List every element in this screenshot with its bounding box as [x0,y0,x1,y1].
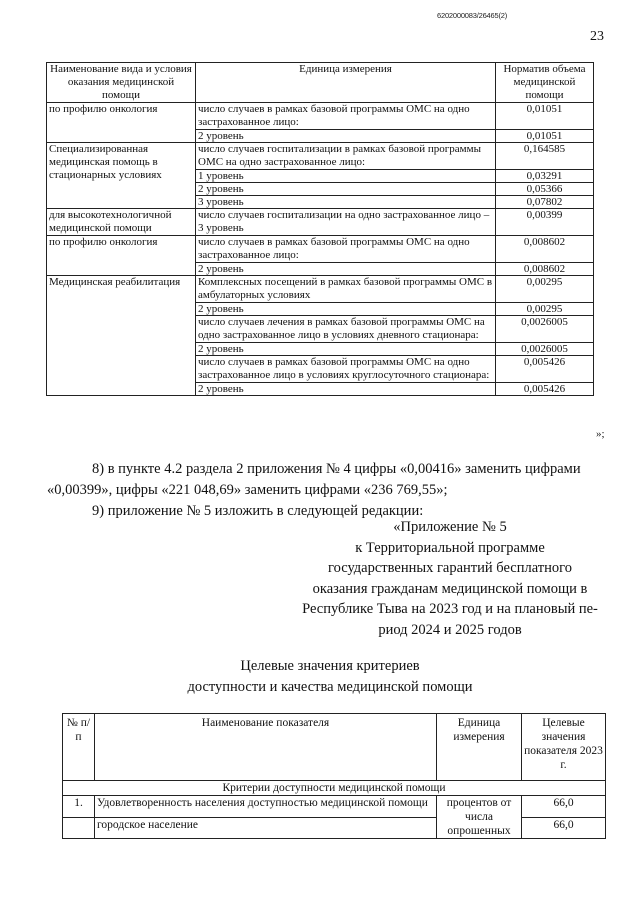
section-title [110,656,550,698]
table-row [47,143,594,170]
value-cell: 0,008602 [496,236,594,263]
unit-cell: Комплексных посещений в рамках базовой программы ОМС в амбулаторных условиях [196,276,496,303]
appendix-line: «Приложение № 5 [393,519,507,535]
column-header-category: Наименование вида и условия оказания медицинской помощи [47,63,196,103]
unit-cell: число случаев в рамках базовой программы ОМС на одно застрахованное лицо: [196,103,496,130]
unit-cell: 2 уровень [196,263,496,276]
indicator-cell: городское население [95,817,437,839]
value-cell: 66,0 [522,796,606,818]
appendix-line: государственных гарантий бесплатного [328,560,572,576]
number-cell [63,817,95,839]
unit-cell: 2 уровень [196,383,496,396]
unit-cell: 2 уровень [196,130,496,143]
value-cell: 0,01051 [496,130,594,143]
value-cell: 0,01051 [496,103,594,130]
table-header-row [63,714,606,781]
section-row [63,781,606,796]
category-cell: по профилю онкология [47,103,196,143]
value-cell: 0,07802 [496,196,594,209]
appendix-line: риод 2024 и 2025 годов [378,621,522,638]
appendix-line: Республике Тыва на 2023 год и на плановый пе- [302,601,598,617]
value-cell: 0,00295 [496,303,594,316]
title-line-1: Целевые значения критериев [240,658,420,674]
value-cell: 0,005426 [496,383,594,396]
value-cell: 0,03291 [496,170,594,183]
column-header-number: № п/п [63,714,95,781]
value-cell: 0,005426 [496,356,594,383]
table-row [47,276,594,303]
value-cell: 0,008602 [496,263,594,276]
unit-cell: число случаев в рамках базовой программы ОМС на одно застрахованное лицо: [196,236,496,263]
unit-cell: число случаев лечения в рамках базовой программы ОМС на одно застрахованное лицо в условиях дневного стационара: [196,316,496,343]
number-cell: 1. [63,796,95,818]
medical-care-volume-table [46,62,594,396]
value-cell: 0,164585 [496,143,594,170]
indicator-cell: Удовлетворенность населения доступностью медицинской помощи [95,796,437,818]
value-cell: 0,0026005 [496,316,594,343]
appendix-line: оказания гражданам медицинской помощи в [312,580,588,597]
unit-cell: 2 уровень [196,303,496,316]
unit-cell: число случаев госпитализации в рамках базовой программы ОМС на одно застрахованное лицо: [196,143,496,170]
page-number: 23 [590,29,604,44]
unit-cell: 1 уровень [196,170,496,183]
column-header-target: Целевые значения показателя 2023 г. [522,714,606,781]
unit-cell: число случаев в рамках базовой программы ОМС на одно застрахованное лицо в условиях круглосуточного стационара: [196,356,496,383]
column-header-norm: Норматив объема медицинской помощи [496,63,594,103]
paragraph-8-line-1: 8) в пункте 4.2 раздела 2 приложения № 4 цифры «0,00416» заменить цифрами [92,461,581,477]
unit-cell: 2 уровень [196,343,496,356]
value-cell: 0,05366 [496,183,594,196]
column-header-indicator: Наименование показателя [95,714,437,781]
category-cell: Специализированная медицинская помощь в стационарных условиях [47,143,196,209]
value-cell: 0,00295 [496,276,594,303]
category-cell: для высокотехнологичной медицинской помощи [47,209,196,236]
category-cell: Медицинская реабилитация [47,276,196,396]
table-row [63,817,606,839]
section-label: Критерии доступности медицинской помощи [63,781,606,796]
unit-cell: 2 уровень [196,183,496,196]
table-row [47,209,594,236]
target-criteria-table [62,713,606,839]
closing-quote-mark: »; [596,428,605,440]
value-cell: 0,00399 [496,209,594,236]
title-line-2: доступности и качества медицинской помощи [187,679,473,695]
document-code: 6202000083/26465(2) [437,11,508,20]
value-cell: 66,0 [522,817,606,839]
appendix-line: к Территориальной программе [355,539,545,556]
table-row [47,236,594,263]
paragraph-9: 9) приложение № 5 изложить в следующей редакции: [92,503,424,519]
appendix-heading [280,517,620,640]
column-header-unit: Единица измерения [196,63,496,103]
unit-cell: 3 уровень [196,196,496,209]
table-row [47,103,594,130]
unit-cell: процентов от числа опрошенных [437,796,522,839]
value-cell: 0,0026005 [496,343,594,356]
unit-cell: число случаев госпитализации на одно застрахованное лицо – 3 уровень [196,209,496,236]
paragraph-8-line-2: «0,00399», цифры «221 048,69» заменить цифрами «236 769,55»; [47,482,448,498]
table-header-row [47,63,594,103]
category-cell: по профилю онкология [47,236,196,276]
column-header-unit: Единица измерения [437,714,522,781]
table-row [63,796,606,818]
